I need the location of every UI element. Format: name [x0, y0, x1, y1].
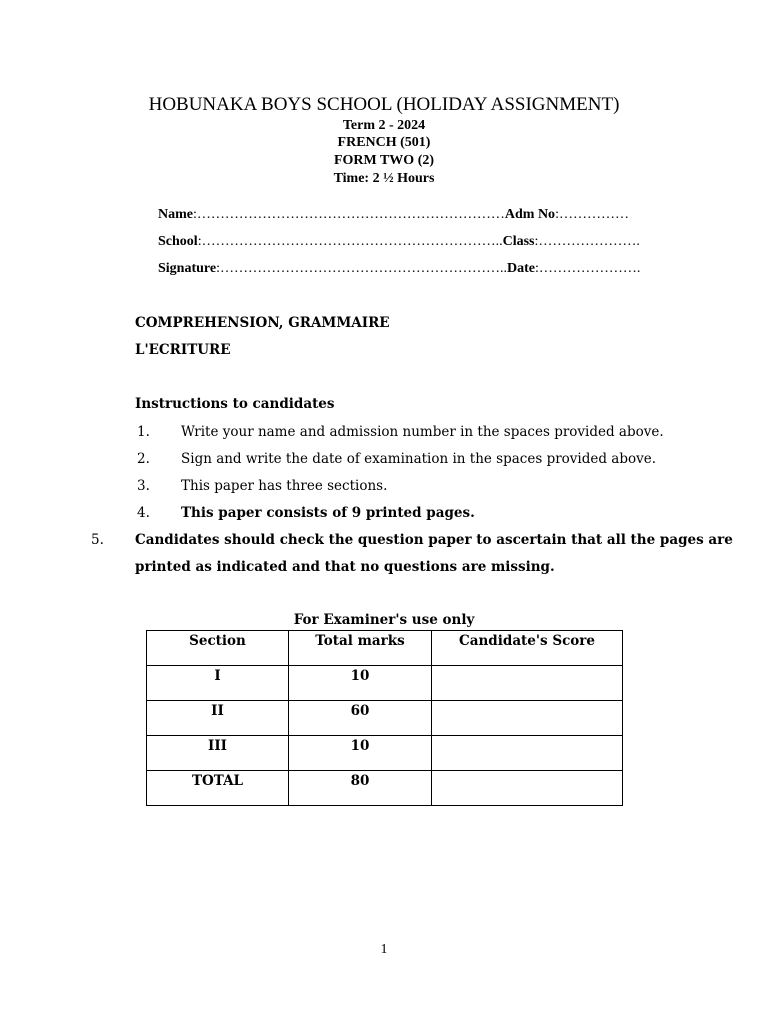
section-title-1: COMPREHENSION, GRAMMAIRE [135, 315, 390, 331]
instruction-text-line-2: printed as indicated and that no questions are missing. [135, 559, 555, 575]
table-header-row [147, 631, 623, 666]
table-row [147, 666, 623, 701]
school-label: School [158, 234, 198, 249]
school-field-line [158, 234, 640, 250]
instruction-text: This paper has three sections. [181, 478, 388, 494]
instruction-text-line-1: Candidates should check the question paper to ascertain that all the pages are [135, 532, 733, 548]
document-title: HOBUNAKA BOYS SCHOOL (HOLIDAY ASSIGNMENT) [148, 94, 620, 115]
row-marks: 10 [289, 736, 432, 771]
examiner-table-caption: For Examiner's use only [293, 612, 475, 628]
row-marks: 80 [289, 771, 432, 806]
table-row [147, 736, 623, 771]
instruction-text: This paper consists of 9 printed pages. [181, 505, 475, 521]
row-score [432, 666, 623, 701]
signature-field-line [158, 261, 640, 277]
table-row [147, 771, 623, 806]
row-score [432, 736, 623, 771]
name-dots: :………………………………………………………… [193, 207, 505, 222]
date-label: Date [506, 261, 535, 276]
subject-line: FRENCH (501) [337, 135, 431, 150]
adm-dots: :…………… [555, 207, 629, 222]
form-line: FORM TWO (2) [333, 153, 435, 168]
date-dots: :…………………. [534, 261, 641, 276]
header-candidate-score: Candidate's Score [432, 631, 623, 666]
name-label: Name [158, 207, 193, 222]
class-dots: :…………………. [534, 234, 640, 249]
row-section: II [147, 701, 289, 736]
term-line: Term 2 - 2024 [342, 118, 426, 133]
row-section: I [147, 666, 289, 701]
row-score [432, 701, 623, 736]
signature-dots: :…………………………………………………….. [216, 261, 507, 276]
instruction-number: 4. [137, 505, 150, 521]
instructions-heading: Instructions to candidates [135, 396, 335, 412]
examiner-score-table [146, 630, 623, 806]
instruction-text: Sign and write the date of examination in the spaces provided above. [181, 451, 657, 467]
instruction-number: 3. [137, 478, 150, 494]
header-section: Section [147, 631, 289, 666]
time-line: Time: 2 ½ Hours [333, 171, 435, 186]
row-score [432, 771, 623, 806]
name-field-line [158, 207, 629, 223]
school-dots: :……………………………………………………….. [197, 234, 503, 249]
row-section: TOTAL [147, 771, 289, 806]
instruction-number: 1. [137, 424, 150, 440]
row-marks: 10 [289, 666, 432, 701]
row-marks: 60 [289, 701, 432, 736]
section-title-2: L'ECRITURE [135, 342, 231, 358]
instruction-text: Write your name and admission number in the spaces provided above. [181, 424, 664, 440]
instruction-number: 2. [137, 451, 150, 467]
row-section: III [147, 736, 289, 771]
header-total-marks: Total marks [289, 631, 432, 666]
page-number: 1 [380, 942, 388, 957]
class-label: Class [502, 234, 535, 249]
instruction-number: 5. [91, 532, 104, 548]
table-row [147, 701, 623, 736]
signature-label: Signature [158, 261, 217, 276]
adm-label: Adm No [504, 207, 556, 222]
